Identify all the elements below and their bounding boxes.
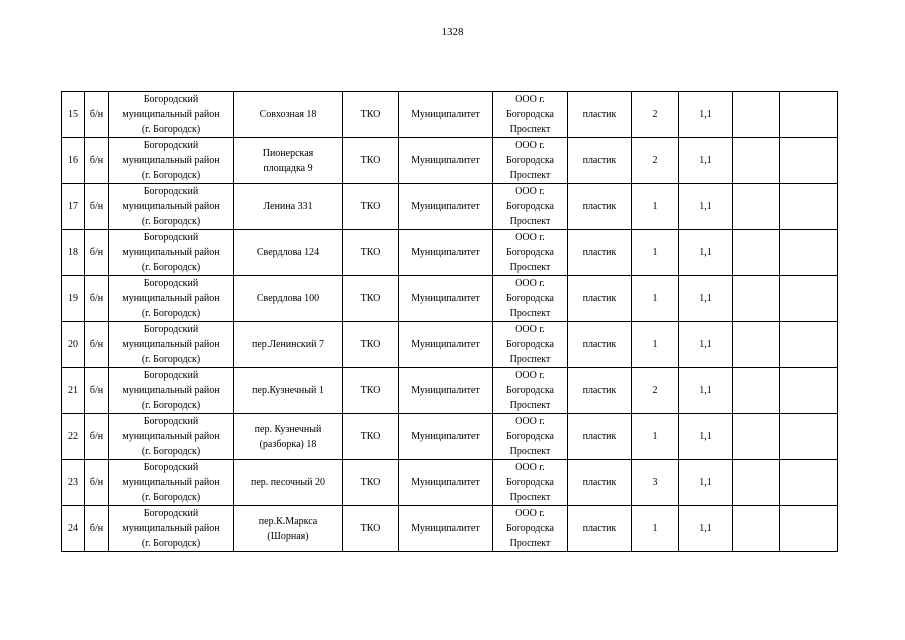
owner-cell: Муниципалитет xyxy=(399,92,493,138)
operator-cell xyxy=(493,414,568,460)
operator-cell xyxy=(493,184,568,230)
quantity-cell: 2 xyxy=(632,368,679,414)
volume-cell: 1,1 xyxy=(679,184,733,230)
operator-line: Проспект xyxy=(509,354,551,365)
row-number: 24 xyxy=(62,506,85,552)
operator-line: Проспект xyxy=(509,124,551,135)
district-line: муниципальный район xyxy=(122,293,220,304)
address-cell: пер. Кузнечный (разборка) 18 xyxy=(234,414,343,460)
operator-line: Проспект xyxy=(509,492,551,503)
owner-cell: Муниципалитет xyxy=(399,230,493,276)
table-body xyxy=(62,92,838,552)
district-cell xyxy=(109,460,234,506)
district-cell xyxy=(109,92,234,138)
waste-type-cell: ТКО xyxy=(343,414,399,460)
material-cell: пластик xyxy=(568,460,632,506)
row-number: 22 xyxy=(62,414,85,460)
district-line: Богородский xyxy=(143,416,199,427)
owner-cell: Муниципалитет xyxy=(399,460,493,506)
operator-cell xyxy=(493,506,568,552)
district-line: муниципальный район xyxy=(122,523,220,534)
district-line: (г. Богородск) xyxy=(141,538,201,549)
waste-type-cell: ТКО xyxy=(343,184,399,230)
operator-line: Проспект xyxy=(509,170,551,181)
quantity-cell: 1 xyxy=(632,414,679,460)
operator-line: ООО г. xyxy=(515,324,545,335)
operator-line: ООО г. xyxy=(515,140,545,151)
row-code: б/н xyxy=(85,322,109,368)
operator-line: Богородска xyxy=(506,385,554,396)
address-cell: Свердлова 124 xyxy=(234,230,343,276)
operator-line: Проспект xyxy=(509,446,551,457)
waste-type-cell: ТКО xyxy=(343,322,399,368)
quantity-cell: 2 xyxy=(632,92,679,138)
operator-line: ООО г. xyxy=(515,186,545,197)
operator-cell xyxy=(493,322,568,368)
quantity-cell: 1 xyxy=(632,230,679,276)
owner-cell: Муниципалитет xyxy=(399,368,493,414)
operator-line: ООО г. xyxy=(515,462,545,473)
row-code: б/н xyxy=(85,184,109,230)
volume-cell: 1,1 xyxy=(679,460,733,506)
quantity-cell: 1 xyxy=(632,322,679,368)
address-cell: Свердлова 100 xyxy=(234,276,343,322)
operator-line: Богородска xyxy=(506,339,554,350)
empty-cell xyxy=(780,184,838,230)
row-code: б/н xyxy=(85,414,109,460)
table-row xyxy=(62,230,838,276)
row-code: б/н xyxy=(85,368,109,414)
district-line: Богородский xyxy=(143,324,199,335)
operator-line: Проспект xyxy=(509,538,551,549)
operator-line: Богородска xyxy=(506,247,554,258)
row-number: 15 xyxy=(62,92,85,138)
table-row xyxy=(62,138,838,184)
operator-line: Проспект xyxy=(509,262,551,273)
district-line: (г. Богородск) xyxy=(141,354,201,365)
row-code: б/н xyxy=(85,460,109,506)
operator-line: ООО г. xyxy=(515,508,545,519)
table-row xyxy=(62,368,838,414)
material-cell: пластик xyxy=(568,138,632,184)
operator-cell xyxy=(493,230,568,276)
owner-cell: Муниципалитет xyxy=(399,276,493,322)
waste-type-cell: ТКО xyxy=(343,506,399,552)
district-line: (г. Богородск) xyxy=(141,124,201,135)
volume-cell: 1,1 xyxy=(679,276,733,322)
address-cell: Ленина 331 xyxy=(234,184,343,230)
volume-cell: 1,1 xyxy=(679,506,733,552)
waste-type-cell: ТКО xyxy=(343,230,399,276)
district-line: Богородский xyxy=(143,94,199,105)
district-line: муниципальный район xyxy=(122,431,220,442)
empty-cell xyxy=(733,230,780,276)
address-cell: пер.Ленинский 7 xyxy=(234,322,343,368)
empty-cell xyxy=(780,506,838,552)
empty-cell xyxy=(733,506,780,552)
owner-cell: Муниципалитет xyxy=(399,506,493,552)
district-line: (г. Богородск) xyxy=(141,216,201,227)
address-cell: Пионерская площадка 9 xyxy=(234,138,343,184)
owner-cell: Муниципалитет xyxy=(399,184,493,230)
district-line: муниципальный район xyxy=(122,477,220,488)
volume-cell: 1,1 xyxy=(679,230,733,276)
row-code: б/н xyxy=(85,92,109,138)
operator-line: Богородска xyxy=(506,109,554,120)
table-row xyxy=(62,414,838,460)
district-line: муниципальный район xyxy=(122,247,220,258)
material-cell: пластик xyxy=(568,184,632,230)
district-line: (г. Богородск) xyxy=(141,446,201,457)
row-code: б/н xyxy=(85,230,109,276)
quantity-cell: 1 xyxy=(632,506,679,552)
operator-line: ООО г. xyxy=(515,278,545,289)
district-cell xyxy=(109,276,234,322)
row-number: 20 xyxy=(62,322,85,368)
empty-cell xyxy=(733,276,780,322)
address-cell: пер.Кузнечный 1 xyxy=(234,368,343,414)
waste-type-cell: ТКО xyxy=(343,460,399,506)
district-line: муниципальный район xyxy=(122,339,220,350)
empty-cell xyxy=(733,184,780,230)
waste-type-cell: ТКО xyxy=(343,138,399,184)
empty-cell xyxy=(733,138,780,184)
district-cell xyxy=(109,322,234,368)
owner-cell: Муниципалитет xyxy=(399,138,493,184)
operator-cell xyxy=(493,138,568,184)
operator-line: Богородска xyxy=(506,523,554,534)
material-cell: пластик xyxy=(568,506,632,552)
operator-line: Проспект xyxy=(509,216,551,227)
district-line: Богородский xyxy=(143,508,199,519)
row-code: б/н xyxy=(85,506,109,552)
district-line: (г. Богородск) xyxy=(141,262,201,273)
page-number: 1328 xyxy=(441,26,464,38)
district-cell xyxy=(109,414,234,460)
empty-cell xyxy=(733,460,780,506)
district-cell xyxy=(109,138,234,184)
owner-cell: Муниципалитет xyxy=(399,322,493,368)
address-cell: Совхозная 18 xyxy=(234,92,343,138)
district-line: (г. Богородск) xyxy=(141,308,201,319)
address-cell: пер. песочный 20 xyxy=(234,460,343,506)
empty-cell xyxy=(733,414,780,460)
row-code: б/н xyxy=(85,138,109,184)
district-cell xyxy=(109,184,234,230)
district-line: муниципальный район xyxy=(122,385,220,396)
operator-line: Проспект xyxy=(509,400,551,411)
operator-cell xyxy=(493,460,568,506)
district-cell xyxy=(109,368,234,414)
row-number: 23 xyxy=(62,460,85,506)
volume-cell: 1,1 xyxy=(679,138,733,184)
operator-line: Богородска xyxy=(506,431,554,442)
row-number: 17 xyxy=(62,184,85,230)
volume-cell: 1,1 xyxy=(679,368,733,414)
district-cell xyxy=(109,506,234,552)
operator-cell xyxy=(493,368,568,414)
district-line: (г. Богородск) xyxy=(141,492,201,503)
district-line: Богородский xyxy=(143,140,199,151)
quantity-cell: 1 xyxy=(632,184,679,230)
district-line: Богородский xyxy=(143,186,199,197)
empty-cell xyxy=(733,322,780,368)
empty-cell xyxy=(780,414,838,460)
row-number: 18 xyxy=(62,230,85,276)
district-cell xyxy=(109,230,234,276)
operator-line: Богородска xyxy=(506,477,554,488)
empty-cell xyxy=(780,368,838,414)
table-row xyxy=(62,92,838,138)
material-cell: пластик xyxy=(568,276,632,322)
operator-line: Богородска xyxy=(506,155,554,166)
material-cell: пластик xyxy=(568,230,632,276)
operator-line: ООО г. xyxy=(515,416,545,427)
empty-cell xyxy=(733,92,780,138)
empty-cell xyxy=(780,138,838,184)
quantity-cell: 1 xyxy=(632,276,679,322)
district-line: Богородский xyxy=(143,370,199,381)
operator-line: Проспект xyxy=(509,308,551,319)
quantity-cell: 2 xyxy=(632,138,679,184)
operator-line: ООО г. xyxy=(515,232,545,243)
row-number: 21 xyxy=(62,368,85,414)
address-cell: пер.К.Маркса (Шорная) xyxy=(234,506,343,552)
empty-cell xyxy=(733,368,780,414)
material-cell: пластик xyxy=(568,322,632,368)
row-code: б/н xyxy=(85,276,109,322)
owner-cell: Муниципалитет xyxy=(399,414,493,460)
district-line: Богородский xyxy=(143,232,199,243)
district-line: муниципальный район xyxy=(122,109,220,120)
operator-cell xyxy=(493,276,568,322)
material-cell: пластик xyxy=(568,92,632,138)
row-number: 19 xyxy=(62,276,85,322)
quantity-cell: 3 xyxy=(632,460,679,506)
empty-cell xyxy=(780,230,838,276)
empty-cell xyxy=(780,276,838,322)
registry-table xyxy=(61,91,838,552)
table-row xyxy=(62,184,838,230)
table-row xyxy=(62,322,838,368)
waste-type-cell: ТКО xyxy=(343,92,399,138)
empty-cell xyxy=(780,460,838,506)
district-line: Богородский xyxy=(143,278,199,289)
row-number: 16 xyxy=(62,138,85,184)
district-line: (г. Богородск) xyxy=(141,170,201,181)
waste-type-cell: ТКО xyxy=(343,368,399,414)
waste-type-cell: ТКО xyxy=(343,276,399,322)
district-line: Богородский xyxy=(143,462,199,473)
material-cell: пластик xyxy=(568,414,632,460)
district-line: (г. Богородск) xyxy=(141,400,201,411)
operator-line: ООО г. xyxy=(515,370,545,381)
empty-cell xyxy=(780,92,838,138)
volume-cell: 1,1 xyxy=(679,92,733,138)
table-row xyxy=(62,276,838,322)
operator-line: ООО г. xyxy=(515,94,545,105)
table-row xyxy=(62,506,838,552)
operator-cell xyxy=(493,92,568,138)
district-line: муниципальный район xyxy=(122,201,220,212)
volume-cell: 1,1 xyxy=(679,414,733,460)
volume-cell: 1,1 xyxy=(679,322,733,368)
operator-line: Богородска xyxy=(506,201,554,212)
table-row xyxy=(62,460,838,506)
empty-cell xyxy=(780,322,838,368)
district-line: муниципальный район xyxy=(122,155,220,166)
operator-line: Богородска xyxy=(506,293,554,304)
material-cell: пластик xyxy=(568,368,632,414)
